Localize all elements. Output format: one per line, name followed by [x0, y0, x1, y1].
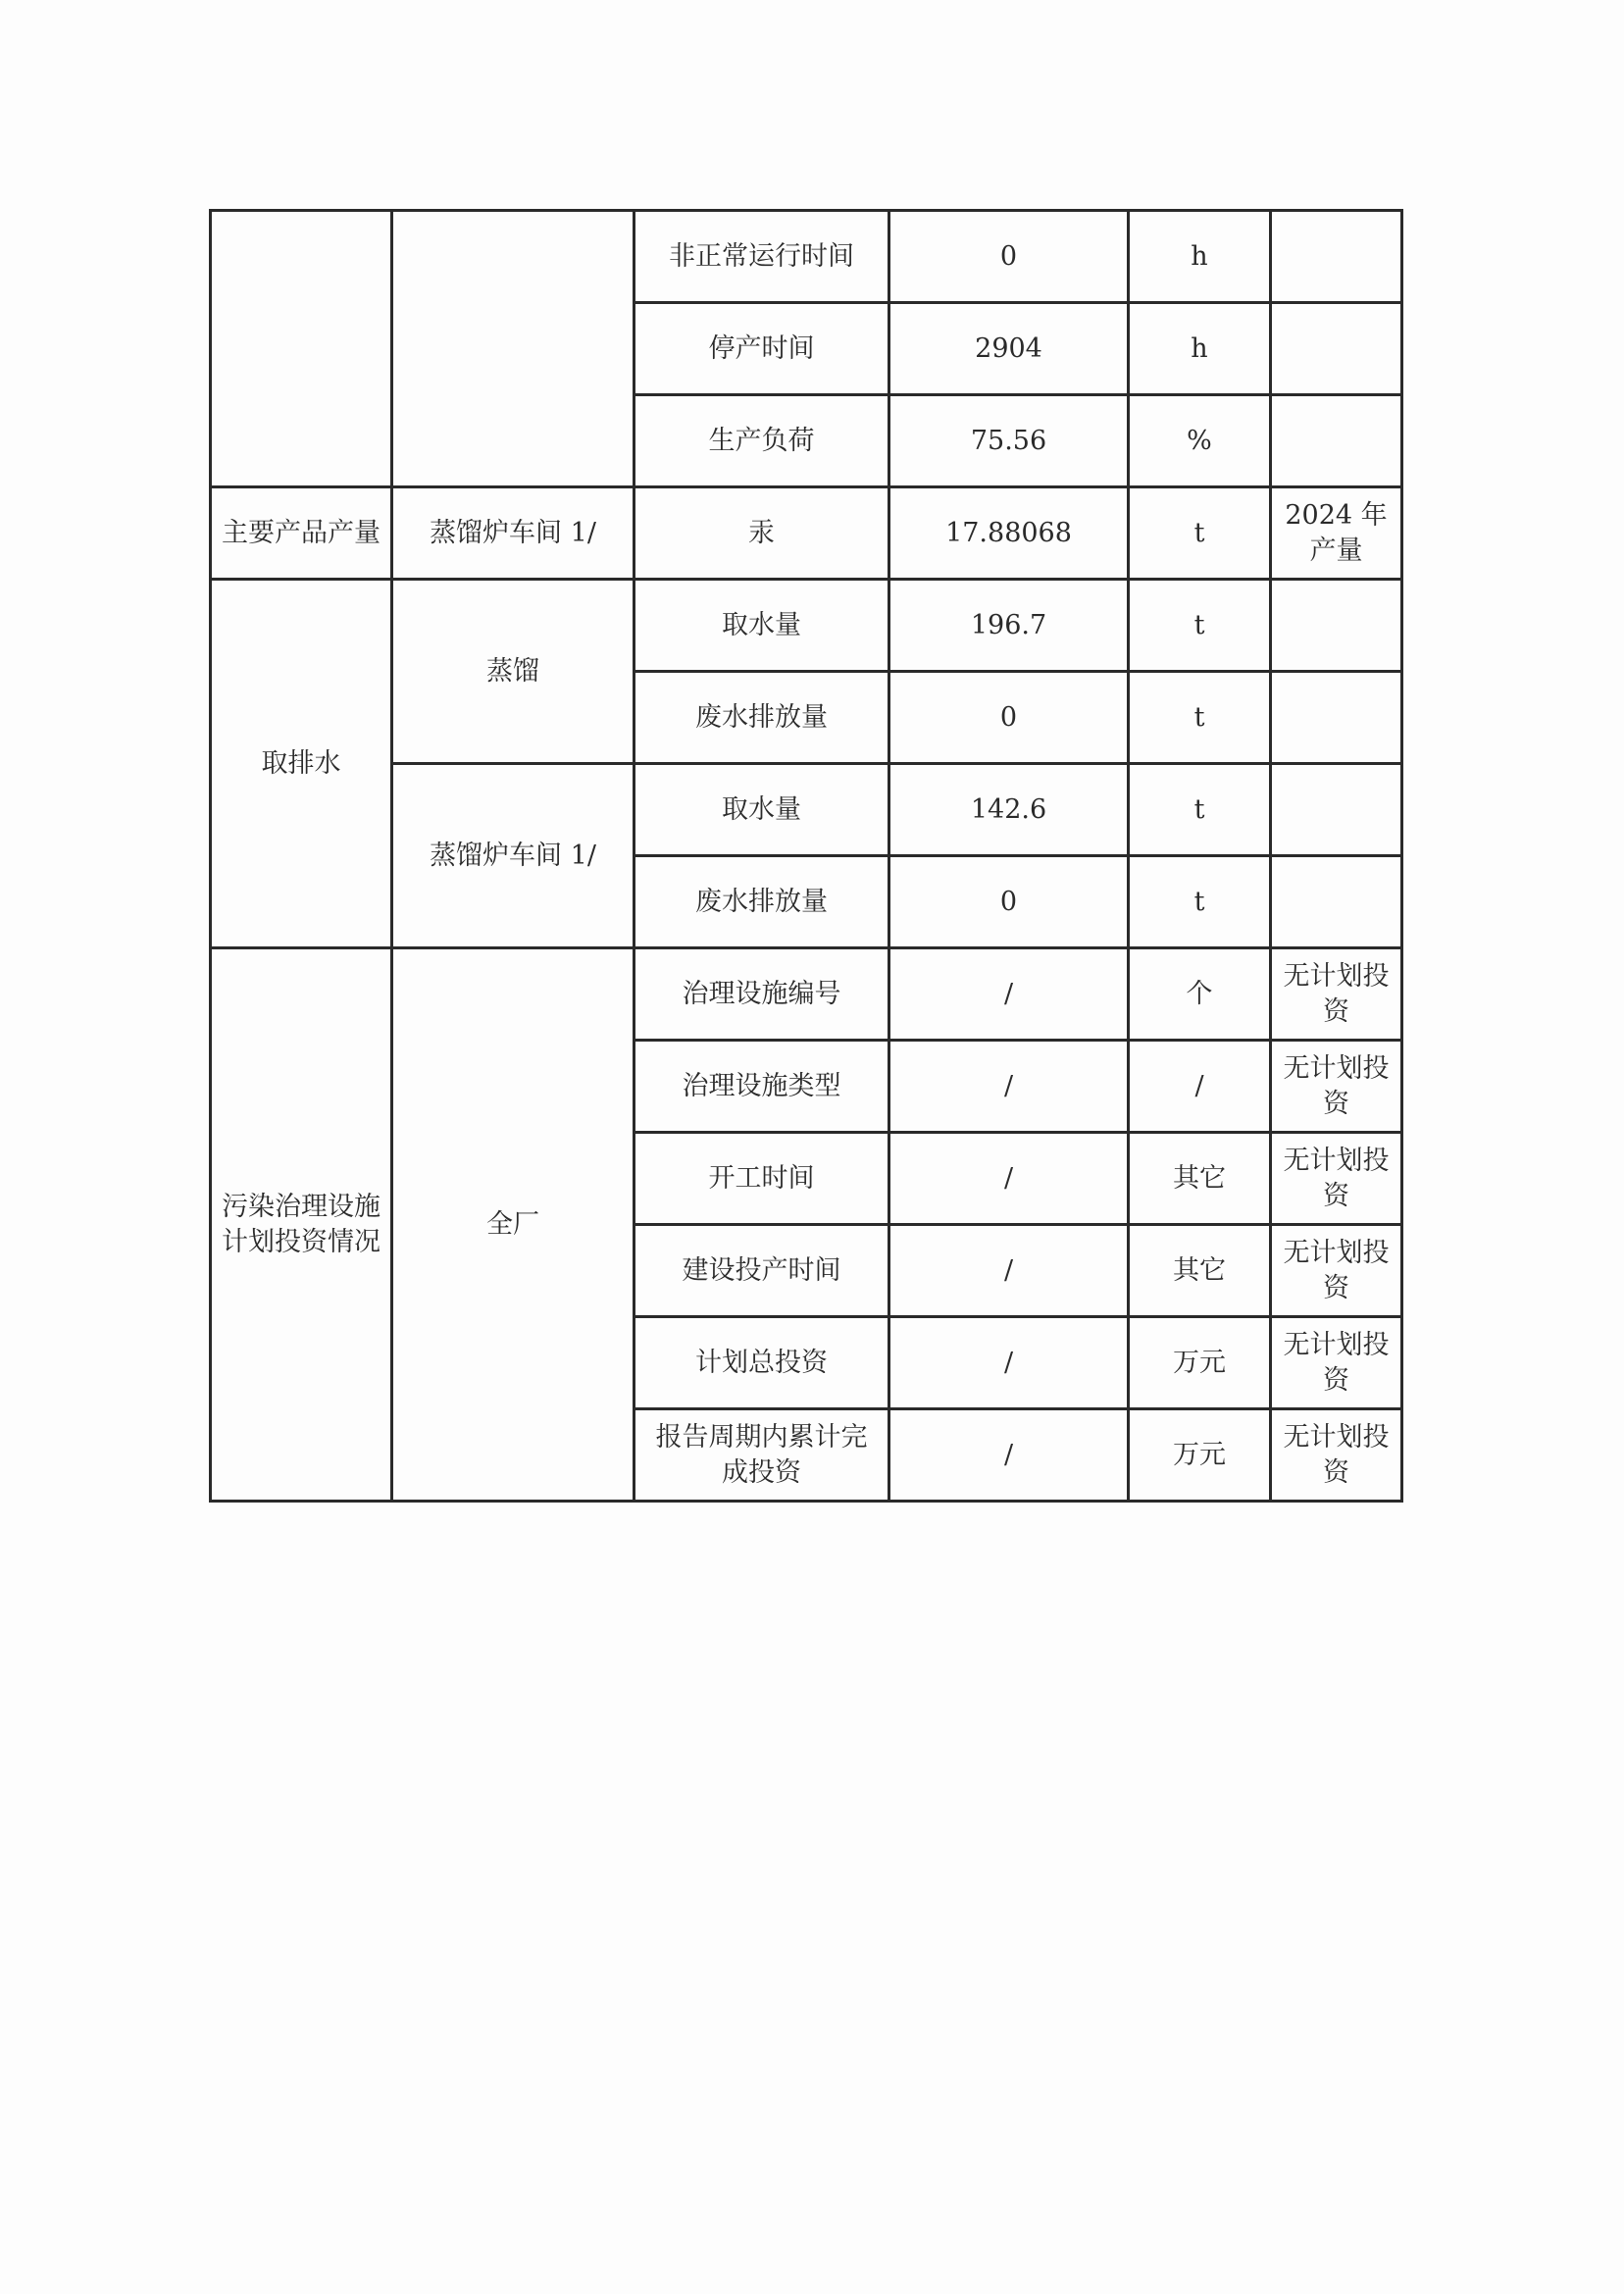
category-cell-empty — [211, 211, 392, 487]
value-cell: 196.7 — [889, 580, 1129, 672]
value-cell: 142.6 — [889, 764, 1129, 856]
unit-cell: t — [1129, 487, 1271, 580]
unit-cell: h — [1129, 303, 1271, 395]
note-cell: 无计划投资 — [1271, 1225, 1402, 1317]
item-cell: 治理设施编号 — [634, 948, 889, 1041]
unit-cell: % — [1129, 395, 1271, 487]
note-cell: 无计划投资 — [1271, 948, 1402, 1041]
item-cell: 报告周期内累计完成投资 — [634, 1409, 889, 1502]
item-cell: 计划总投资 — [634, 1317, 889, 1409]
note-cell: 2024 年产量 — [1271, 487, 1402, 580]
note-cell — [1271, 303, 1402, 395]
item-cell: 生产负荷 — [634, 395, 889, 487]
value-cell: 17.88068 — [889, 487, 1129, 580]
note-cell — [1271, 856, 1402, 948]
note-cell — [1271, 764, 1402, 856]
workshop-cell: 蒸馏 — [392, 580, 634, 764]
value-cell: / — [889, 1041, 1129, 1133]
unit-cell: 其它 — [1129, 1133, 1271, 1225]
item-cell: 非正常运行时间 — [634, 211, 889, 303]
unit-cell: 个 — [1129, 948, 1271, 1041]
unit-cell: / — [1129, 1041, 1271, 1133]
unit-cell: 其它 — [1129, 1225, 1271, 1317]
value-cell: 0 — [889, 672, 1129, 764]
value-cell: / — [889, 1317, 1129, 1409]
value-cell: 0 — [889, 856, 1129, 948]
value-cell: / — [889, 1225, 1129, 1317]
unit-cell: 万元 — [1129, 1317, 1271, 1409]
workshop-cell: 蒸馏炉车间 1/ — [392, 764, 634, 948]
workshop-cell-empty — [392, 211, 634, 487]
item-cell: 建设投产时间 — [634, 1225, 889, 1317]
item-cell: 开工时间 — [634, 1133, 889, 1225]
item-cell: 废水排放量 — [634, 672, 889, 764]
note-cell: 无计划投资 — [1271, 1133, 1402, 1225]
value-cell: 0 — [889, 211, 1129, 303]
workshop-cell: 蒸馏炉车间 1/ — [392, 487, 634, 580]
note-cell: 无计划投资 — [1271, 1041, 1402, 1133]
unit-cell: h — [1129, 211, 1271, 303]
table-row — [211, 487, 1402, 580]
value-cell: / — [889, 1409, 1129, 1502]
note-cell: 无计划投资 — [1271, 1317, 1402, 1409]
table-row — [211, 211, 1402, 303]
note-cell — [1271, 211, 1402, 303]
item-cell: 取水量 — [634, 580, 889, 672]
unit-cell: t — [1129, 672, 1271, 764]
value-cell: 75.56 — [889, 395, 1129, 487]
item-cell: 汞 — [634, 487, 889, 580]
category-cell: 污染治理设施计划投资情况 — [211, 948, 392, 1502]
category-cell: 取排水 — [211, 580, 392, 948]
item-cell: 治理设施类型 — [634, 1041, 889, 1133]
table-row — [211, 580, 1402, 672]
unit-cell: t — [1129, 764, 1271, 856]
unit-cell: t — [1129, 580, 1271, 672]
unit-cell: 万元 — [1129, 1409, 1271, 1502]
value-cell: / — [889, 1133, 1129, 1225]
value-cell: / — [889, 948, 1129, 1041]
value-cell: 2904 — [889, 303, 1129, 395]
workshop-cell: 全厂 — [392, 948, 634, 1502]
note-cell: 无计划投资 — [1271, 1409, 1402, 1502]
report-table — [209, 209, 1403, 1503]
note-cell — [1271, 672, 1402, 764]
category-cell: 主要产品产量 — [211, 487, 392, 580]
table-row — [211, 948, 1402, 1041]
note-cell — [1271, 580, 1402, 672]
note-cell — [1271, 395, 1402, 487]
unit-cell: t — [1129, 856, 1271, 948]
item-cell: 废水排放量 — [634, 856, 889, 948]
item-cell: 停产时间 — [634, 303, 889, 395]
item-cell: 取水量 — [634, 764, 889, 856]
